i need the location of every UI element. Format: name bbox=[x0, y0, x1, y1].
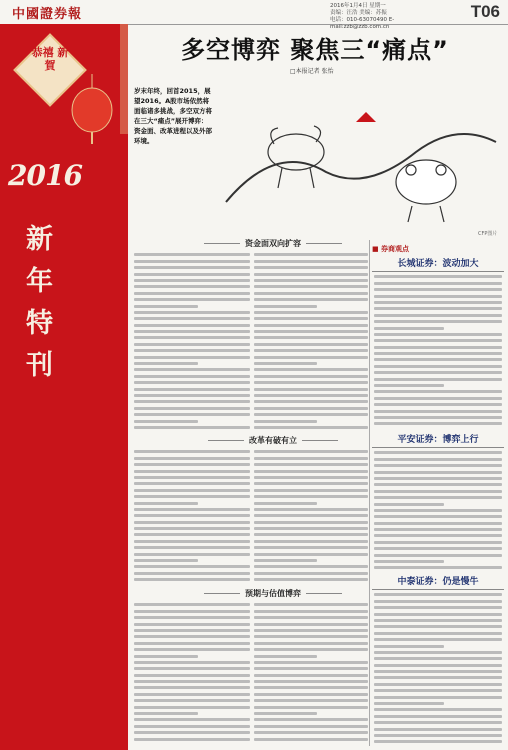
text-line bbox=[254, 718, 368, 721]
text-line bbox=[374, 541, 502, 544]
text-line bbox=[134, 298, 250, 301]
section-title-3: 预期与估值博弈 bbox=[178, 588, 368, 599]
broker-views-header: ■ 券商观点 bbox=[372, 245, 410, 253]
text-line bbox=[254, 343, 368, 346]
text-line bbox=[134, 674, 250, 677]
text-line bbox=[254, 699, 368, 702]
text-line bbox=[374, 458, 502, 461]
text-line bbox=[254, 706, 368, 709]
text-line bbox=[254, 540, 368, 543]
text-line bbox=[254, 266, 368, 269]
subhead-pingan: 平安证券：博弈上行 bbox=[372, 432, 504, 448]
text-line bbox=[134, 381, 250, 384]
text-line bbox=[254, 273, 368, 276]
text-line bbox=[134, 482, 250, 485]
text-line bbox=[134, 648, 250, 651]
text-line bbox=[374, 314, 502, 317]
masthead-contact: 电话：010-63070490 E-mail:zzb@zzb.com.cn bbox=[330, 17, 395, 30]
text-line bbox=[374, 606, 502, 609]
text-line bbox=[374, 483, 502, 486]
text-line bbox=[134, 273, 250, 276]
body-column-1a bbox=[134, 250, 250, 430]
text-line bbox=[254, 603, 368, 606]
text-line bbox=[374, 490, 502, 493]
text-line bbox=[134, 603, 250, 606]
text-line bbox=[134, 514, 250, 517]
text-line bbox=[134, 533, 250, 536]
text-line bbox=[254, 572, 368, 575]
text-line bbox=[374, 632, 502, 635]
text-line bbox=[374, 397, 502, 400]
text-line bbox=[374, 346, 502, 349]
text-line bbox=[374, 651, 502, 654]
text-line bbox=[374, 566, 502, 569]
body-column-3a bbox=[134, 600, 250, 746]
text-line bbox=[134, 699, 250, 702]
text-line bbox=[374, 728, 502, 731]
text-line bbox=[254, 489, 368, 492]
text-line bbox=[254, 616, 368, 619]
text-line bbox=[134, 546, 250, 549]
text-line bbox=[134, 253, 250, 256]
text-line bbox=[254, 553, 368, 556]
text-line bbox=[254, 559, 317, 562]
masthead-info bbox=[330, 3, 440, 31]
text-line bbox=[374, 560, 444, 563]
text-line bbox=[134, 616, 250, 619]
page-number: T06 bbox=[470, 2, 500, 21]
text-line bbox=[134, 279, 250, 282]
year-label: 2016 bbox=[8, 159, 82, 192]
text-line bbox=[254, 388, 368, 391]
text-line bbox=[134, 336, 250, 339]
subhead-changcheng: 长城证券：波动加大 bbox=[372, 256, 504, 272]
body-column-2b bbox=[254, 447, 368, 583]
text-line bbox=[254, 362, 317, 365]
text-line bbox=[254, 693, 368, 696]
special-issue-title: 新年特刊 bbox=[26, 224, 53, 381]
text-line bbox=[134, 400, 250, 403]
body-column-3b bbox=[254, 600, 368, 746]
text-line bbox=[254, 407, 368, 410]
subhead-zhongtai: 中泰证券：仍是慢牛 bbox=[372, 574, 504, 590]
text-line bbox=[254, 381, 368, 384]
text-line bbox=[134, 349, 250, 352]
text-line bbox=[254, 279, 368, 282]
text-line bbox=[134, 553, 250, 556]
text-line bbox=[254, 375, 368, 378]
text-line bbox=[374, 534, 502, 537]
text-line bbox=[254, 680, 368, 683]
text-line bbox=[134, 330, 250, 333]
text-line bbox=[134, 572, 250, 575]
text-line bbox=[374, 670, 502, 673]
text-line bbox=[134, 527, 250, 530]
text-line bbox=[254, 476, 368, 479]
text-line bbox=[134, 578, 250, 581]
text-line bbox=[374, 416, 502, 419]
byline: □本报记者 张怡 bbox=[290, 68, 334, 75]
text-line bbox=[374, 734, 502, 737]
text-line bbox=[134, 343, 250, 346]
text-line bbox=[374, 496, 502, 499]
text-line bbox=[134, 731, 250, 734]
text-line bbox=[134, 623, 250, 626]
text-line bbox=[134, 661, 250, 664]
text-line bbox=[374, 619, 502, 622]
text-line bbox=[374, 301, 502, 304]
text-line bbox=[254, 527, 368, 530]
text-line bbox=[134, 305, 198, 308]
text-line bbox=[374, 638, 502, 641]
text-line bbox=[374, 384, 444, 387]
text-line bbox=[134, 420, 198, 423]
text-line bbox=[134, 324, 250, 327]
text-line bbox=[134, 540, 250, 543]
text-line bbox=[374, 288, 502, 291]
text-line bbox=[134, 508, 250, 511]
text-line bbox=[254, 648, 368, 651]
text-line bbox=[254, 565, 368, 568]
text-line bbox=[254, 420, 317, 423]
text-line bbox=[134, 407, 250, 410]
text-line bbox=[374, 365, 502, 368]
text-line bbox=[134, 680, 250, 683]
text-line bbox=[374, 664, 502, 667]
text-line bbox=[134, 426, 250, 429]
text-line bbox=[254, 495, 368, 498]
text-line bbox=[254, 725, 368, 728]
text-line bbox=[254, 686, 368, 689]
text-line bbox=[254, 336, 368, 339]
text-line bbox=[134, 635, 250, 638]
text-line bbox=[374, 515, 502, 518]
text-line bbox=[254, 450, 368, 453]
text-line bbox=[374, 522, 502, 525]
text-line bbox=[374, 600, 502, 603]
text-line bbox=[254, 368, 368, 371]
text-line bbox=[254, 457, 368, 460]
newspaper-logo: 中國證券報 bbox=[12, 7, 83, 22]
text-line bbox=[254, 578, 368, 581]
text-line bbox=[374, 676, 502, 679]
text-line bbox=[374, 477, 502, 480]
text-line bbox=[254, 667, 368, 670]
fu-text: 恭禧 新賀 bbox=[31, 46, 69, 72]
body-column-r1 bbox=[374, 272, 502, 430]
text-line bbox=[374, 378, 502, 381]
text-line bbox=[134, 362, 198, 365]
body-column-r2 bbox=[374, 448, 502, 572]
text-line bbox=[254, 311, 368, 314]
text-line bbox=[254, 661, 368, 664]
text-line bbox=[374, 352, 502, 355]
text-line bbox=[254, 610, 368, 613]
text-line bbox=[374, 547, 502, 550]
text-line bbox=[134, 368, 250, 371]
text-line bbox=[374, 390, 502, 393]
text-line bbox=[254, 533, 368, 536]
text-line bbox=[374, 403, 502, 406]
text-line bbox=[374, 509, 502, 512]
text-line bbox=[134, 655, 198, 658]
text-line bbox=[254, 330, 368, 333]
text-line bbox=[254, 349, 368, 352]
text-line bbox=[374, 464, 502, 467]
text-line bbox=[374, 715, 502, 718]
masthead-editor: 责编：汪浩 美编：苏振 bbox=[330, 10, 387, 16]
column-divider bbox=[369, 240, 370, 746]
body-column-1b bbox=[254, 250, 368, 430]
text-line bbox=[374, 554, 502, 557]
text-line bbox=[374, 683, 502, 686]
body-column-r3 bbox=[374, 590, 502, 746]
text-line bbox=[254, 502, 317, 505]
text-line bbox=[134, 470, 250, 473]
text-line bbox=[374, 371, 502, 374]
text-line bbox=[374, 358, 502, 361]
text-line bbox=[134, 394, 250, 397]
headline: 多空博弈 聚焦三“痛点” bbox=[181, 36, 449, 64]
masthead-date: 2016年1月4日 星期一 bbox=[330, 3, 386, 9]
text-line bbox=[374, 657, 502, 660]
text-line bbox=[374, 320, 502, 323]
image-credit: CFP图片 bbox=[478, 231, 498, 237]
text-line bbox=[254, 738, 368, 741]
intro-paragraph: 岁末年终，回首2015，展望2016。A股市场依然将面临诸多挑战，多空双方将在三大“痛点”展开博弈：资金面、改革进程以及外部环境。 bbox=[134, 87, 212, 145]
text-line bbox=[134, 629, 250, 632]
text-line bbox=[134, 260, 250, 263]
text-line bbox=[254, 305, 317, 308]
text-line bbox=[134, 565, 250, 568]
text-line bbox=[134, 292, 250, 295]
text-line bbox=[374, 702, 444, 705]
text-line bbox=[374, 422, 502, 425]
text-line bbox=[254, 470, 368, 473]
text-line bbox=[254, 629, 368, 632]
text-line bbox=[374, 282, 502, 285]
text-line bbox=[254, 253, 368, 256]
text-line bbox=[254, 674, 368, 677]
text-line bbox=[254, 260, 368, 263]
text-line bbox=[134, 502, 198, 505]
section-title-1: 资金面双向扩容 bbox=[178, 238, 368, 249]
text-line bbox=[374, 528, 502, 531]
text-line bbox=[134, 317, 250, 320]
text-line bbox=[134, 693, 250, 696]
text-line bbox=[254, 394, 368, 397]
text-line bbox=[374, 471, 502, 474]
text-line bbox=[374, 613, 502, 616]
text-line bbox=[254, 482, 368, 485]
text-line bbox=[374, 645, 444, 648]
text-line bbox=[254, 463, 368, 466]
text-line bbox=[134, 718, 250, 721]
text-line bbox=[374, 708, 502, 711]
text-line bbox=[374, 410, 502, 413]
text-line bbox=[134, 311, 250, 314]
text-line bbox=[254, 514, 368, 517]
text-line bbox=[254, 426, 368, 429]
text-line bbox=[134, 476, 250, 479]
text-line bbox=[254, 521, 368, 524]
text-line bbox=[254, 635, 368, 638]
text-line bbox=[254, 508, 368, 511]
text-line bbox=[254, 285, 368, 288]
text-line bbox=[134, 610, 250, 613]
text-line bbox=[134, 725, 250, 728]
text-line bbox=[254, 356, 368, 359]
text-line bbox=[134, 667, 250, 670]
body-column-2a bbox=[134, 447, 250, 583]
text-line bbox=[134, 686, 250, 689]
text-line bbox=[374, 721, 502, 724]
text-line bbox=[254, 292, 368, 295]
text-line bbox=[134, 266, 250, 269]
text-line bbox=[254, 655, 317, 658]
text-line bbox=[254, 731, 368, 734]
text-line bbox=[374, 740, 502, 743]
text-line bbox=[254, 546, 368, 549]
text-line bbox=[254, 642, 368, 645]
text-line bbox=[374, 327, 444, 330]
text-line bbox=[374, 275, 502, 278]
lantern-icon bbox=[62, 74, 122, 144]
text-line bbox=[254, 712, 317, 715]
text-line bbox=[374, 503, 444, 506]
text-line bbox=[134, 559, 198, 562]
text-line bbox=[134, 489, 250, 492]
bull-bear-illustration bbox=[216, 82, 504, 234]
text-line bbox=[134, 738, 250, 741]
text-line bbox=[134, 457, 250, 460]
text-line bbox=[134, 706, 250, 709]
text-line bbox=[374, 625, 502, 628]
text-line bbox=[134, 388, 250, 391]
text-line bbox=[374, 593, 502, 596]
text-line bbox=[134, 463, 250, 466]
text-line bbox=[374, 696, 502, 699]
text-line bbox=[254, 298, 368, 301]
text-line bbox=[134, 413, 250, 416]
text-line bbox=[374, 689, 502, 692]
text-line bbox=[134, 285, 250, 288]
text-line bbox=[254, 400, 368, 403]
text-line bbox=[374, 451, 502, 454]
masthead bbox=[0, 0, 508, 30]
text-line bbox=[134, 712, 198, 715]
text-line bbox=[254, 324, 368, 327]
text-line bbox=[134, 375, 250, 378]
text-line bbox=[374, 307, 502, 310]
text-line bbox=[374, 333, 502, 336]
text-line bbox=[254, 317, 368, 320]
text-line bbox=[134, 495, 250, 498]
text-line bbox=[254, 413, 368, 416]
text-line bbox=[374, 295, 502, 298]
text-line bbox=[134, 356, 250, 359]
text-line bbox=[134, 642, 250, 645]
text-line bbox=[254, 623, 368, 626]
text-line bbox=[134, 521, 250, 524]
text-line bbox=[374, 339, 502, 342]
new-year-banner bbox=[0, 24, 128, 750]
text-line bbox=[134, 450, 250, 453]
section-title-2: 改革有破有立 bbox=[178, 435, 368, 446]
